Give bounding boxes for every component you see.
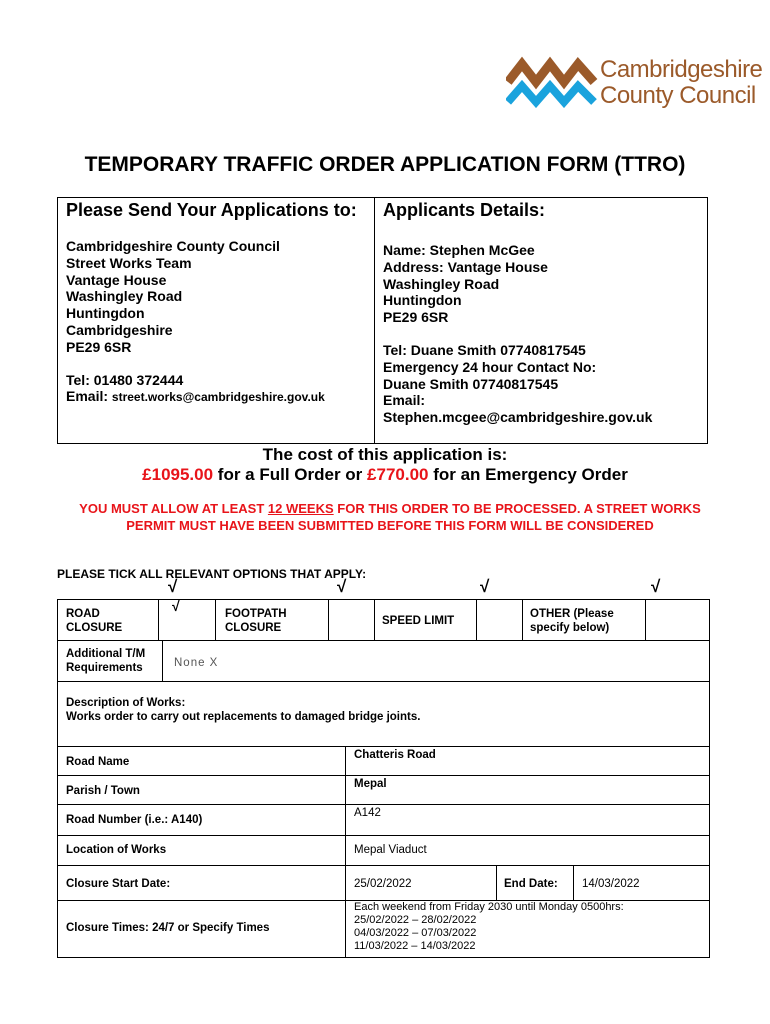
application-form-table	[57, 599, 710, 958]
option-other: OTHER (Please specify below)	[530, 608, 614, 634]
tick-mark: √	[480, 577, 490, 596]
applicant-line: Address: Vantage House	[383, 258, 548, 275]
logo-text-line2: County Council	[600, 82, 756, 109]
cost-line	[0, 465, 770, 485]
col-divider	[573, 865, 574, 900]
col-divider	[215, 600, 216, 640]
additional-tm-label: Additional T/M Requirements	[66, 648, 146, 674]
logo-text-line1: Cambridgeshire	[600, 56, 763, 83]
additional-tm-value[interactable]: None X	[174, 657, 219, 669]
row-divider	[58, 640, 709, 641]
row-divider	[58, 681, 709, 682]
end-date-label: End Date:	[504, 878, 558, 890]
col-divider	[158, 600, 159, 640]
row-divider	[58, 804, 709, 805]
closure-times-line: Each weekend from Friday 2030 until Monday 0500hrs:	[354, 901, 624, 913]
footpath-closure-checkbox[interactable]	[329, 601, 373, 639]
row-divider	[58, 865, 709, 866]
closure-times-line: 11/03/2022 – 14/03/2022	[354, 940, 476, 952]
page-title: TEMPORARY TRAFFIC ORDER APPLICATION FORM (TTRO)	[84, 153, 686, 176]
parish-town-value[interactable]: Mepal	[354, 778, 387, 790]
tick-instruction: PLEASE TICK ALL RELEVANT OPTIONS THAT APPLY:	[57, 567, 367, 581]
applicant-line: Duane Smith 07740817545	[383, 375, 559, 392]
option-speed-limit: SPEED LIMIT	[382, 615, 455, 627]
email-label: Email:	[66, 388, 109, 405]
closure-times-label: Closure Times: 24/7 or Specify Times	[66, 922, 270, 934]
row-divider	[58, 775, 709, 776]
send-to-address	[66, 238, 366, 406]
applicant-line: Huntingdon	[383, 292, 462, 309]
col-divider	[374, 600, 375, 640]
address-line: PE29 6SR	[66, 338, 132, 355]
full-order-text: for a Full Order or	[213, 465, 368, 484]
applicant-line: Email:	[383, 392, 426, 409]
applicant-line: Washingley Road	[383, 275, 500, 292]
address-line: Cambridgeshire	[66, 321, 173, 338]
address-line: Vantage House	[66, 271, 167, 288]
closure-times-line: 04/03/2022 – 07/03/2022	[354, 927, 477, 939]
warning-notice	[60, 500, 720, 534]
applicant-details	[383, 242, 703, 426]
warning-weeks: 12 WEEKS	[267, 501, 334, 516]
send-to-heading: Please Send Your Applications to:	[66, 200, 357, 220]
other-checkbox[interactable]	[646, 601, 708, 639]
tick-mark: √	[168, 577, 178, 596]
location-value[interactable]: Mepal Viaduct	[354, 844, 427, 856]
closure-times-line: 25/02/2022 – 28/02/2022	[354, 914, 477, 926]
full-order-price: £1095.00	[142, 465, 214, 484]
cost-heading: The cost of this application is:	[262, 445, 508, 464]
col-divider	[496, 865, 497, 900]
description-label: Description of Works:	[66, 697, 186, 709]
closure-start-value[interactable]: 25/02/2022	[354, 878, 412, 890]
end-date-value[interactable]: 14/03/2022	[582, 878, 640, 890]
road-name-value[interactable]: Chatteris Road	[354, 749, 436, 761]
col-divider	[522, 600, 523, 640]
applicant-line: Tel: Duane Smith 07740817545	[383, 341, 586, 358]
send-to-tel: Tel: 01480 372444	[66, 371, 184, 388]
location-label: Location of Works	[66, 844, 167, 856]
address-line: Cambridgeshire County Council	[66, 238, 280, 254]
address-line: Street Works Team	[66, 254, 192, 271]
closure-start-label: Closure Start Date:	[66, 878, 171, 890]
send-to-email-row	[66, 388, 366, 406]
description-value[interactable]: Works order to carry out replacements to damaged bridge joints.	[66, 711, 421, 723]
applicant-line: PE29 6SR	[383, 309, 449, 326]
option-footpath-closure: FOOTPATH CLOSURE	[225, 608, 287, 634]
road-closure-checkbox[interactable]: √	[172, 598, 180, 614]
send-to-email[interactable]: street.works@cambridgeshire.gov.uk	[111, 390, 325, 405]
applicant-line: Name: Stephen McGee	[383, 242, 535, 258]
address-line: Washingley Road	[66, 288, 183, 305]
send-to-column	[66, 198, 366, 406]
logo-mountains-icon	[506, 56, 598, 108]
parish-town-label: Parish / Town	[66, 785, 140, 797]
warning-pre: YOU MUST ALLOW AT LEAST	[79, 501, 268, 516]
road-number-label: Road Number (i.e.: A140)	[66, 814, 203, 826]
tick-mark: √	[337, 577, 347, 596]
applicant-column	[383, 198, 703, 426]
row-divider	[58, 746, 709, 747]
address-line: Huntingdon	[66, 305, 145, 322]
col-divider	[162, 640, 163, 681]
applicant-line: Emergency 24 hour Contact No:	[383, 358, 597, 375]
applicant-heading: Applicants Details:	[383, 200, 546, 220]
closure-times-value[interactable]	[354, 901, 624, 953]
applicant-email[interactable]: Stephen.mcgee@cambridgeshire.gov.uk	[383, 409, 653, 426]
speed-limit-checkbox[interactable]	[477, 601, 521, 639]
warning-post: FOR THIS ORDER TO BE PROCESSED. A STREET WORKS PERMIT MUST HAVE BEEN SUBMITTED BEFORE THIS FORM WILL BE CONSIDERED	[126, 501, 701, 533]
col-divider	[345, 746, 346, 957]
emergency-order-price: £770.00	[367, 465, 429, 484]
column-divider	[374, 198, 375, 443]
row-divider	[58, 835, 709, 836]
road-name-label: Road Name	[66, 756, 130, 768]
tick-mark: √	[651, 577, 661, 596]
option-road-closure: ROAD CLOSURE	[66, 608, 123, 634]
address-box	[57, 197, 708, 444]
emergency-order-text: for an Emergency Order	[428, 465, 628, 484]
council-logo	[506, 56, 763, 109]
road-number-value[interactable]: A142	[354, 807, 381, 819]
